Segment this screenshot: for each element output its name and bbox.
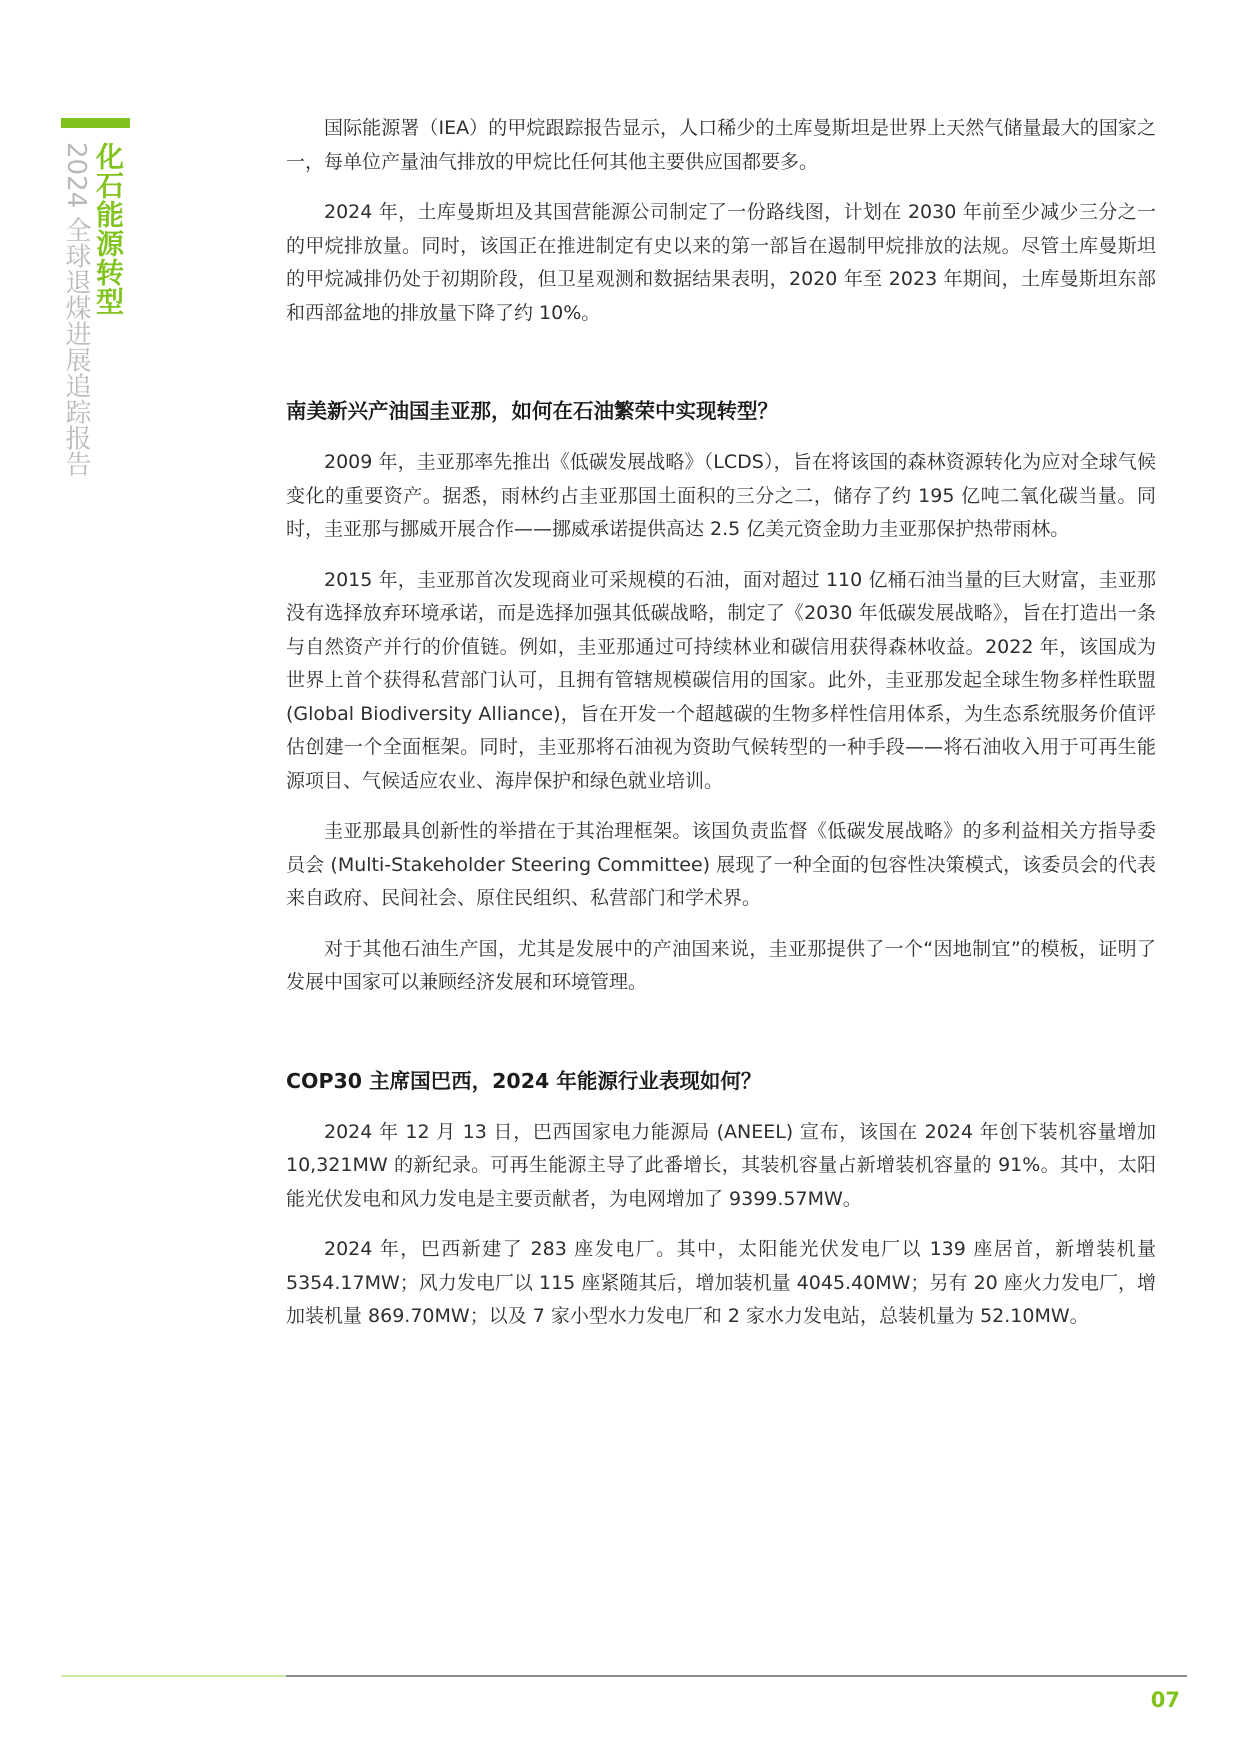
footer-divider-accent: [61, 1675, 286, 1677]
sidebar-accent-bar: [61, 118, 130, 128]
section-heading-brazil: COP30 主席国巴西，2024 年能源行业表现如何？: [286, 1068, 762, 1093]
paragraph: 国际能源署（IEA）的甲烷跟踪报告显示，人口稀少的土库曼斯坦是世界上天然气储量最大的国家之一，每单位产量油气排放的甲烷比任何其他主要供应国都要多。: [286, 117, 1156, 173]
section-heading-guyana: 南美新兴产油国圭亚那，如何在石油繁荣中实现转型？: [286, 399, 778, 423]
paragraph: 2024 年，土库曼斯坦及其国营能源公司制定了一份路线图，计划在 2030 年前至少减少三分之一的甲烷排放量。同时，该国正在推进制定有史以来的第一部旨在遏制甲烷排放的法规。尽管土库曼斯坦的甲烷减排仍处于初期阶段，但卫星观测和数据结果表明，2020 年至 2023 年期间，土库曼斯坦东部和西部盆地的排放量下降了约 10%。: [286, 201, 1156, 324]
footer-divider: [286, 1675, 1187, 1677]
paragraph: 2024 年，巴西新建了 283 座发电厂。其中，太阳能光伏发电厂以 139 座居首，新增装机量 5354.17MW；风力发电厂以 115 座紧随其后，增加装机量 4045.40MW；另有 20 座火力发电厂，增加装机量 869.70MW；以及 7 家小型水力发电厂和 2 家水力发电站，总装机量为 52.10MW。: [286, 1238, 1156, 1327]
paragraph: 2015 年，圭亚那首次发现商业可采规模的石油，面对超过 110 亿桶石油当量的巨大财富，圭亚那没有选择放弃环境承诺，而是选择加强其低碳战略，制定了《2030 年低碳发展战略》，旨在打造出一条与自然资产并行的价值链。例如，圭亚那通过可持续林业和碳信用获得森林收益。2022 年，该国成为世界上首个获得私营部门认可，且拥有管辖规模碳信用的国家。此外，圭亚那发起全球生物多样性联盟 (Global Biodiversity Alliance)，旨在开发一个超越碳的生物多样性信用体系，为生态系统服务价值评估创建一个全面框架。同时，圭亚那将石油视为资助气候转型的一种手段——将石油收入用于可再生能源项目、气候适应农业、海岸保护和绿色就业培训。: [286, 568, 1156, 792]
paragraph: 对于其他石油生产国，尤其是发展中的产油国来说，圭亚那提供了一个“因地制宜”的模板，证明了发展中国家可以兼顾经济发展和环境管理。: [286, 937, 1156, 993]
paragraph: 2009 年，圭亚那率先推出《低碳发展战略》（LCDS），旨在将该国的森林资源转化为应对全球气候变化的重要资产。据悉，雨林约占圭亚那国土面积的三分之二，储存了约 195 亿吨二氧化碳当量。同时，圭亚那与挪威开展合作——挪威承诺提供高达 2.5 亿美元资金助力圭亚那保护热带雨林。: [286, 451, 1156, 540]
section-title: 化石能源转型: [92, 142, 125, 316]
paragraph: 2024 年 12 月 13 日，巴西国家电力能源局 (ANEEL) 宣布，该国在 2024 年创下装机容量增加 10,321MW 的新纪录。可再生能源主导了此番增长，其装机容量占新增装机容量的 91%。其中，太阳能光伏发电和风力发电是主要贡献者，为电网增加了 9399.57MW。: [286, 1120, 1156, 1210]
paragraph: 圭亚那最具创新性的举措在于其治理框架。该国负责监督《低碳发展战略》的多利益相关方指导委员会 (Multi-Stakeholder Steering Committee) 展现了一种全面的包容性决策模式，该委员会的代表来自政府、民间社会、原住民组织、私营部门和学术界。: [286, 820, 1156, 909]
page-number: 07: [1150, 1688, 1180, 1712]
main-content: [286, 112, 1156, 1334]
report-title: 2024 全球退煤进展追踪报告: [61, 142, 91, 477]
